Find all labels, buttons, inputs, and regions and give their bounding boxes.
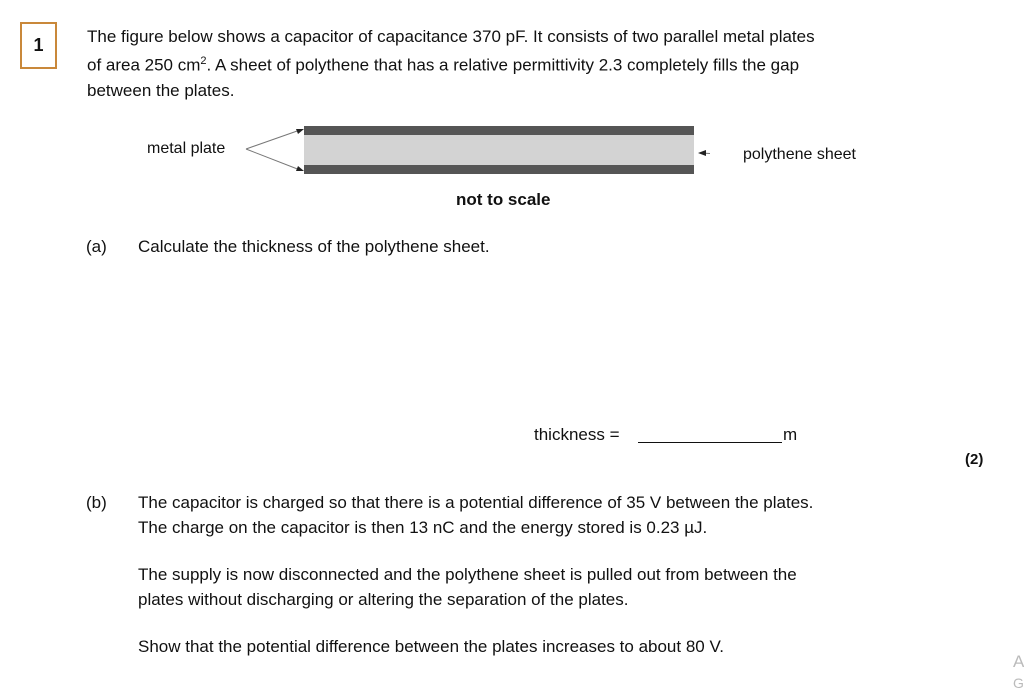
intro-line: The figure below shows a capacitor of capacitance 370 pF. It consists of two parallel metal plates: [87, 27, 815, 46]
capacitor-diagram: [240, 120, 710, 185]
part-b-line: plates without discharging or altering the separation of the plates.: [138, 590, 629, 609]
answer-label: thickness =: [534, 425, 620, 444]
arrow-head: [296, 166, 304, 171]
part-b-label: (b): [86, 493, 107, 512]
part-b-line: The supply is now disconnected and the polythene sheet is pulled out from between the: [138, 565, 797, 584]
question-number: 1: [33, 35, 44, 55]
answer-line[interactable]: [638, 442, 782, 443]
pointer-line: [246, 149, 300, 170]
superscript: 2: [200, 55, 207, 67]
top-metal-plate: [304, 126, 694, 135]
part-a-text: Calculate the thickness of the polythene sheet.: [138, 237, 490, 256]
part-b-line: The charge on the capacitor is then 13 nC and the energy stored is 0.23 µJ.: [138, 518, 708, 537]
intro-line: between the plates.: [87, 80, 235, 100]
part-b-paragraph: [138, 490, 813, 540]
marks: (2): [965, 451, 984, 468]
question-number-box: [20, 22, 57, 69]
intro-text-part: of area 250 cm: [87, 55, 201, 75]
intro-text: [87, 24, 815, 103]
part-b-line: Show that the potential difference between the plates increases to about 80 V.: [138, 637, 724, 656]
arrow-head: [296, 129, 304, 134]
bottom-metal-plate: [304, 165, 694, 174]
answer-unit: m: [783, 425, 798, 444]
watermark-line: G: [1013, 675, 1024, 691]
intro-text-part: . A sheet of polythene that has a relative permittivity 2.3 completely fills the gap: [206, 55, 800, 75]
part-a-label: (a): [86, 237, 107, 256]
figure-caption: not to scale: [456, 190, 551, 209]
intro-line: [87, 49, 815, 78]
watermark-line: A: [1013, 652, 1024, 671]
arrow-head: [698, 150, 706, 156]
polythene-sheet: [304, 135, 694, 165]
part-b-paragraph: [138, 562, 797, 612]
polythene-sheet-label: polythene sheet: [743, 146, 856, 163]
pointer-line: [246, 130, 300, 149]
metal-plate-label: metal plate: [147, 140, 226, 157]
part-b-line: The capacitor is charged so that there is a potential difference of 35 V between the plates.: [138, 493, 814, 512]
